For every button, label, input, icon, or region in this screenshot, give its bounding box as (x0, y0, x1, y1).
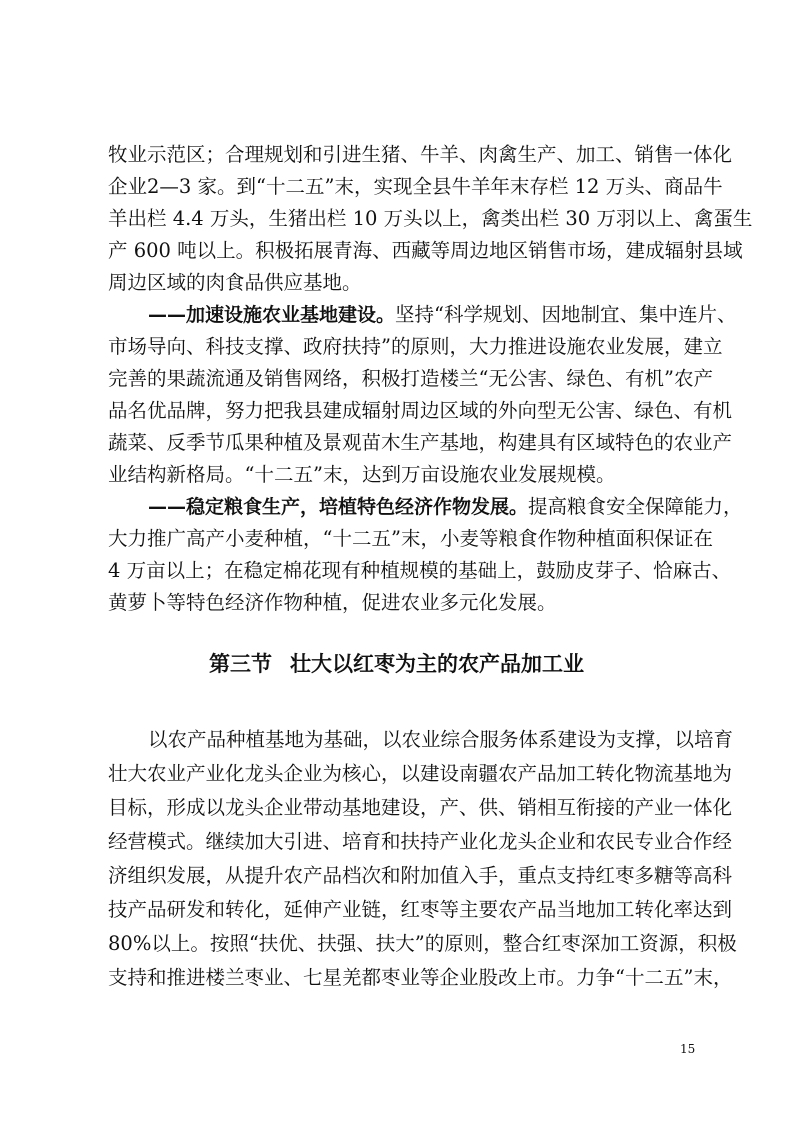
line-text: 蔬菜、反季节瓜果种植及景观苗木生产基地，构建具有区域特色的农业产 (108, 431, 733, 454)
line-text: 济组织发展，从提升农产品档次和附加值入手，重点支持红枣多糖等高科 (108, 864, 733, 887)
text-line (108, 791, 733, 825)
line-text: 羊出栏 4.4 万头，生猪出栏 10 万头以上，禽类出栏 30 万羽以上、禽蛋生 (108, 207, 753, 230)
line-text: 市场导向、科技支撑、政府扶持”的原则，大力推进设施农业发展，建立 (108, 335, 723, 358)
line-text: 完善的果蔬流通及销售网络，积极打造楼兰“无公害、绿色、有机”农产 (108, 367, 713, 390)
text-line (108, 363, 713, 395)
text-line (108, 961, 733, 995)
text-line (108, 395, 733, 427)
line-text: 企业2—3 家。到“十二五”末，实现全县牛羊年末存栏 12 万头、商品牛 (108, 175, 723, 198)
text-line (108, 927, 737, 961)
text-line (108, 427, 733, 459)
line-text: 周边区域的肉食品供应基地。 (108, 271, 362, 294)
page-number: 15 (680, 1042, 696, 1056)
text-line (108, 139, 733, 171)
line-text: 大力推广高产小麦种植，“十二五”末，小麦等粮食作物种植面积保证在 (108, 527, 713, 550)
text-line (108, 587, 690, 619)
line-text: 支持和推进楼兰枣业、七星羌都枣业等企业股改上市。力争“十二五”末， (108, 966, 733, 989)
line-text: 目标，形成以龙头企业带动基地建设，产、供、销相互衔接的产业一体化 (108, 796, 733, 819)
line-text: 黄萝卜等特色经济作物种植，促进农业多元化发展。 (108, 591, 557, 614)
text-line (108, 171, 723, 203)
line-text: 牧业示范区；合理规划和引进生猪、牛羊、肉禽生产、加工、销售一体化 (108, 143, 733, 166)
text-line (108, 331, 723, 363)
line-text: 技产品研发和转化，延伸产业链，红枣等主要农产品当地加工转化率达到 (108, 898, 733, 921)
text-line (108, 825, 733, 859)
line-text: 提高粮食安全保障能力， (528, 495, 743, 518)
line-text: 80%以上。按照“扶优、扶强、扶大”的原则，整合红枣深加工资源，积极 (108, 932, 737, 955)
line-text: 壮大农业产业化龙头企业为核心，以建设南疆农产品加工转化物流基地为 (108, 762, 733, 785)
line-text: 4 万亩以上；在稳定棉花现有种植规模的基础上，鼓励皮芽子、恰麻古、 (108, 559, 732, 582)
text-line (108, 459, 690, 491)
text-line (108, 893, 733, 927)
line-text: 业结构新格局。“十二五”末，达到万亩设施农业发展规模。 (108, 463, 616, 486)
line-text: 产 600 吨以上。积极拓展青海、西藏等周边地区销售市场，建成辐射县域 (108, 239, 743, 262)
bold-lead: ——加速设施农业基地建设。 (148, 304, 396, 326)
body-text-lower (108, 723, 737, 995)
text-line (108, 555, 732, 587)
line-text: 以农产品种植基地为基础，以农业综合服务体系建设为支撑，以培育 (148, 728, 734, 751)
text-line (108, 523, 713, 555)
text-line (108, 859, 733, 893)
text-line (108, 203, 753, 235)
section-heading (0, 648, 793, 678)
text-line (108, 757, 733, 791)
text-line (108, 491, 743, 523)
text-line (108, 299, 737, 331)
text-line (108, 723, 734, 757)
line-text: 品名优品牌，努力把我县建成辐射周边区域的外向型无公害、绿色、有机 (108, 399, 733, 422)
body-text-upper (108, 139, 753, 619)
section-number: 第三节 (209, 652, 272, 676)
line-text: 坚持“科学规划、因地制宜、集中连片、 (395, 303, 737, 326)
text-line (108, 267, 690, 299)
section-title: 壮大以红枣为主的农产品加工业 (290, 652, 584, 676)
line-text: 经营模式。继续加大引进、培育和扶持产业化龙头企业和农民专业合作经 (108, 830, 733, 853)
text-line (108, 235, 743, 267)
bold-lead: ——稳定粮食生产，培植特色经济作物发展。 (148, 496, 529, 518)
